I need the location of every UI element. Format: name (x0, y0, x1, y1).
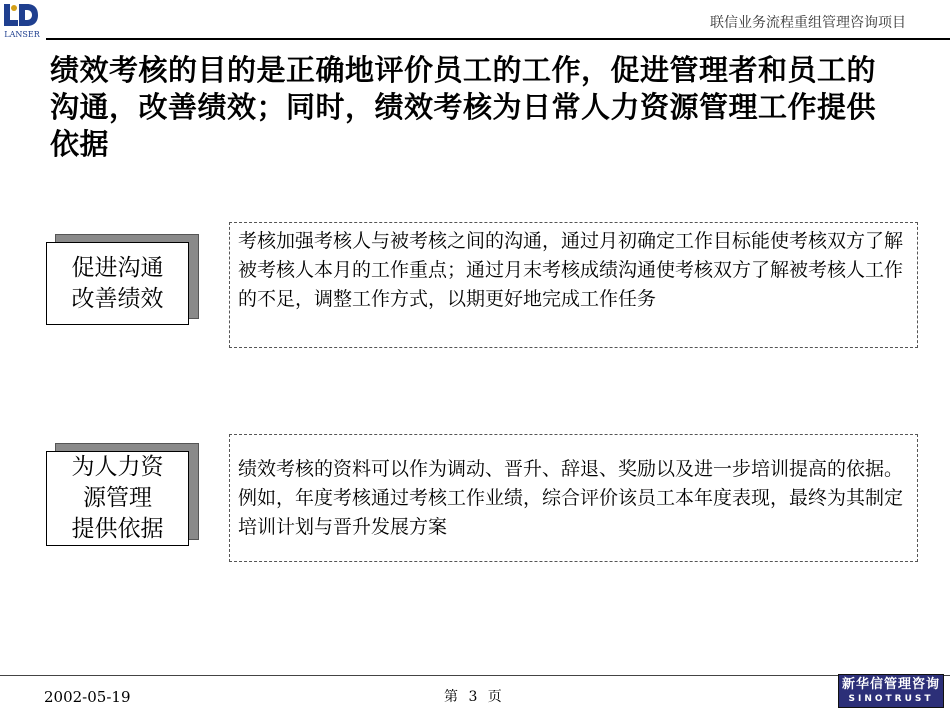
page-number: 第 3 页 (444, 689, 502, 705)
description-text: 绩效考核的资料可以作为调动、晋升、辞退、奖励以及进一步培训提高的依据。例如，年度考核通过考核工作业绩，综合评价该员工本年度表现，最终为其制定培训计划与晋升发展方案 (238, 457, 904, 538)
sinotrust-logo-en: SINOTRUST (848, 694, 934, 704)
description-box (229, 434, 918, 562)
lanser-logo-text: LANSER (4, 30, 40, 39)
label-line: 促进沟通 (71, 254, 164, 281)
label-line: 源管理 (83, 485, 152, 511)
footer-divider (0, 675, 950, 676)
label-line: 为人力资 (71, 454, 164, 480)
footer-date: 2002-05-19 (44, 688, 131, 706)
label-box (46, 242, 189, 325)
header-divider (46, 38, 950, 40)
label-line: 改善绩效 (71, 285, 164, 312)
description-box: 考核加强考核人与被考核之间的沟通，通过月初确定工作目标能使考核双方了解被考核人本月的工作重点；通过月末考核成绩沟通使考核双方了解被考核人工作的不足，调整工作方式，以期更好地完成工作任务 (229, 222, 918, 348)
label-box (46, 451, 189, 546)
project-name: 联信业务流程重组管理咨询项目 (710, 15, 906, 31)
page-title: 绩效考核的目的是正确地评价员工的工作，促进管理者和员工的沟通，改善绩效；同时，绩效考核为日常人力资源管理工作提供依据 (50, 53, 877, 161)
lanser-logo (0, 0, 44, 40)
sinotrust-logo (838, 674, 944, 708)
label-line: 提供依据 (71, 516, 164, 542)
sinotrust-logo-cn: 新华信管理咨询 (841, 677, 940, 692)
